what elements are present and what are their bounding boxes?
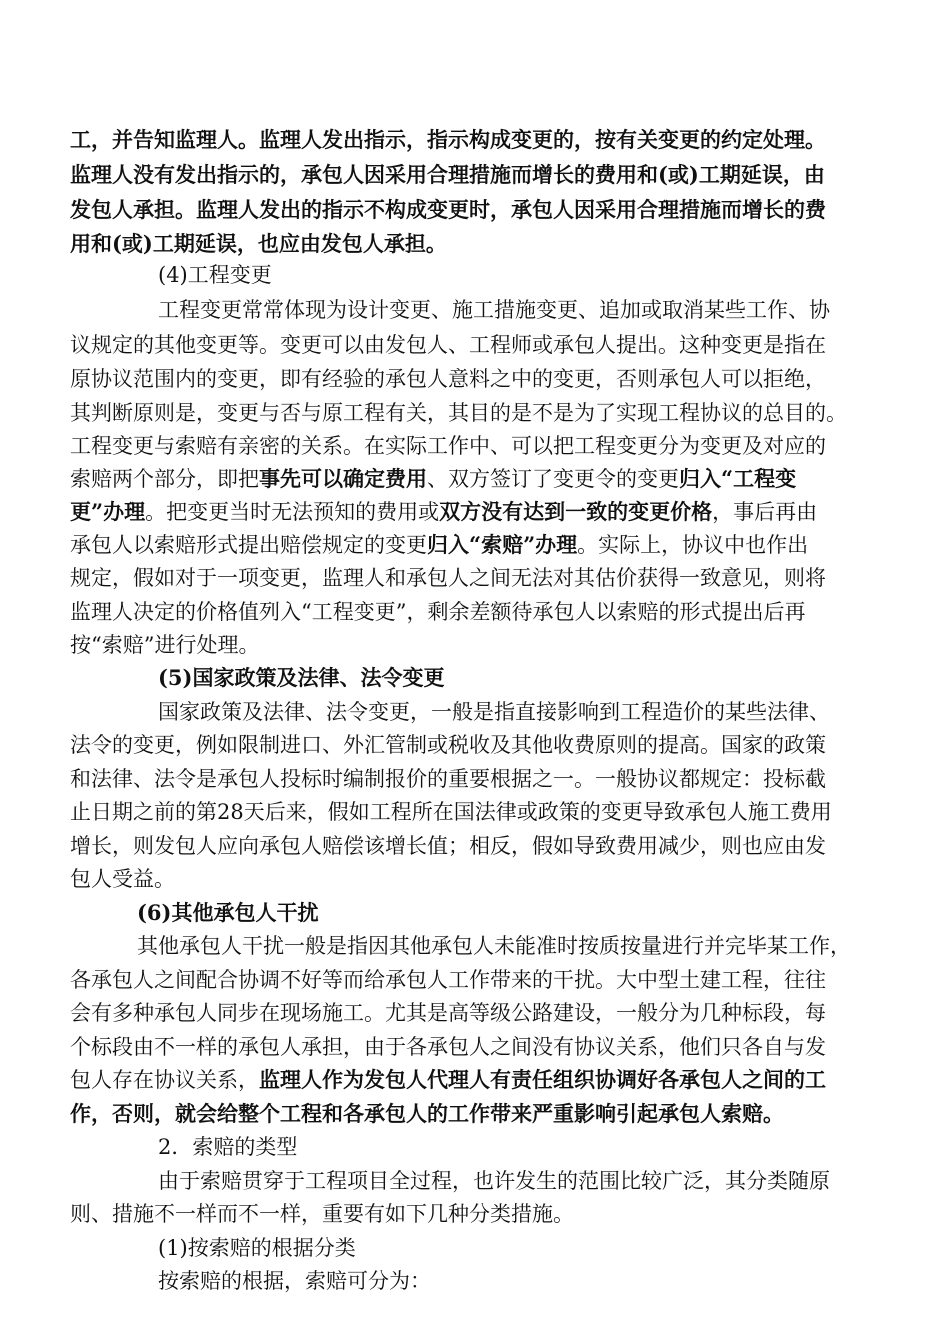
paragraph-line: 和法律、法令是承包人投标时编制报价的重要根据之一。一般协议都规定：投标截: [70, 767, 826, 791]
paragraph-line: 则、措施不一样而不一样，重要有如下几种分类措施。: [70, 1202, 574, 1226]
paragraph-line: 增长，则发包人应向承包人赔偿该增长值；相反，假如导致费用减少，则也应由发: [70, 834, 826, 858]
paragraph-line: 其他承包人干扰一般是指因其他承包人未能准时按质按量进行并完毕某工作，: [137, 934, 851, 958]
paragraph-line: 更”办理。把变更当时无法预知的费用或双方没有达到一致的变更价格，事后再由: [70, 499, 818, 524]
paragraph-line: 法令的变更，例如限制进口、外汇管制或税收及其他收费原则的提高。国家的政策: [70, 733, 826, 757]
paragraph-line: 止日期之前的第28天后来，假如工程所在国法律或政策的变更导致承包人施工费用: [70, 800, 832, 824]
paragraph-line: 监理人没有发出指示的，承包人因采用合理措施而增长的费用和(或)工期延误，由: [70, 162, 825, 187]
paragraph-line: 个标段由不一样的承包人承担，由于各承包人之间没有协议关系，他们只各自与发: [70, 1035, 826, 1059]
section-heading: (6)其他承包人干扰: [137, 900, 319, 925]
paragraph-line: 由于索赔贯穿于工程项目全过程，也许发生的范围比较广泛，其分类随原: [158, 1169, 830, 1193]
paragraph-line: 承包人以索赔形式提出赔偿规定的变更归入“索赔”办理。实际上，协议中也作出: [70, 532, 809, 557]
paragraph-line: 作，否则，就会给整个工程和各承包人的工作带来严重影响引起承包人索赔。: [70, 1101, 784, 1126]
paragraph-line: 国家政策及法律、法令变更，一般是指直接影响到工程造价的某些法律、: [158, 700, 830, 724]
paragraph-line: 原协议范围内的变更，即有经验的承包人意料之中的变更，否则承包人可以拒绝，: [70, 367, 826, 391]
paragraph-line: 按“索赔”进行处理。: [70, 633, 260, 657]
section-heading: (4)工程变更: [158, 263, 272, 287]
paragraph-line: 工程变更与索赔有亲密的关系。在实际工作中、可以把工程变更分为变更及对应的: [70, 434, 826, 458]
section-heading: 2．索赔的类型: [158, 1135, 298, 1159]
paragraph-line: 各承包人之间配合协调不好等而给承包人工作带来的干扰。大中型土建工程，往往: [70, 968, 826, 992]
paragraph-line: 会有多种承包人同步在现场施工。尤其是高等级公路建设，一般分为几种标段，每: [70, 1001, 826, 1025]
section-heading: (1)按索赔的根据分类: [158, 1236, 356, 1260]
section-heading: (5)国家政策及法律、法令变更: [158, 665, 445, 690]
paragraph-line: 议规定的其他变更等。变更可以由发包人、工程师或承包人提出。这种变更是指在: [70, 333, 826, 357]
paragraph-line: 工程变更常常体现为设计变更、施工措施变更、追加或取消某些工作、协: [158, 298, 830, 322]
paragraph-line: 规定，假如对于一项变更，监理人和承包人之间无法对其估价获得一致意见，则将: [70, 566, 826, 590]
paragraph-line: 工，并告知监理人。监理人发出指示，指示构成变更的，按有关变更的约定处理。: [70, 127, 826, 152]
paragraph-line: 包人受益。: [70, 867, 175, 891]
paragraph-line: 按索赔的根据，索赔可分为：: [158, 1269, 431, 1293]
paragraph-line: 包人存在协议关系，监理人作为发包人代理人有责任组织协调好各承包人之间的工: [70, 1067, 826, 1092]
paragraph-line: 索赔两个部分，即把事先可以确定费用、双方签订了变更令的变更归入“工程变: [70, 466, 797, 491]
paragraph-line: 其判断原则是，变更与否与原工程有关，其目的是不是为了实现工程协议的总目的。: [70, 401, 847, 425]
paragraph-line: 用和(或)工期延误，也应由发包人承担。: [70, 231, 447, 256]
paragraph-line: 发包人承担。监理人发出的指示不构成变更时，承包人因采用合理措施而增长的费: [70, 197, 826, 222]
paragraph-line: 监理人决定的价格值列入“工程变更”，剩余差额待承包人以索赔的形式提出后再: [70, 600, 806, 624]
